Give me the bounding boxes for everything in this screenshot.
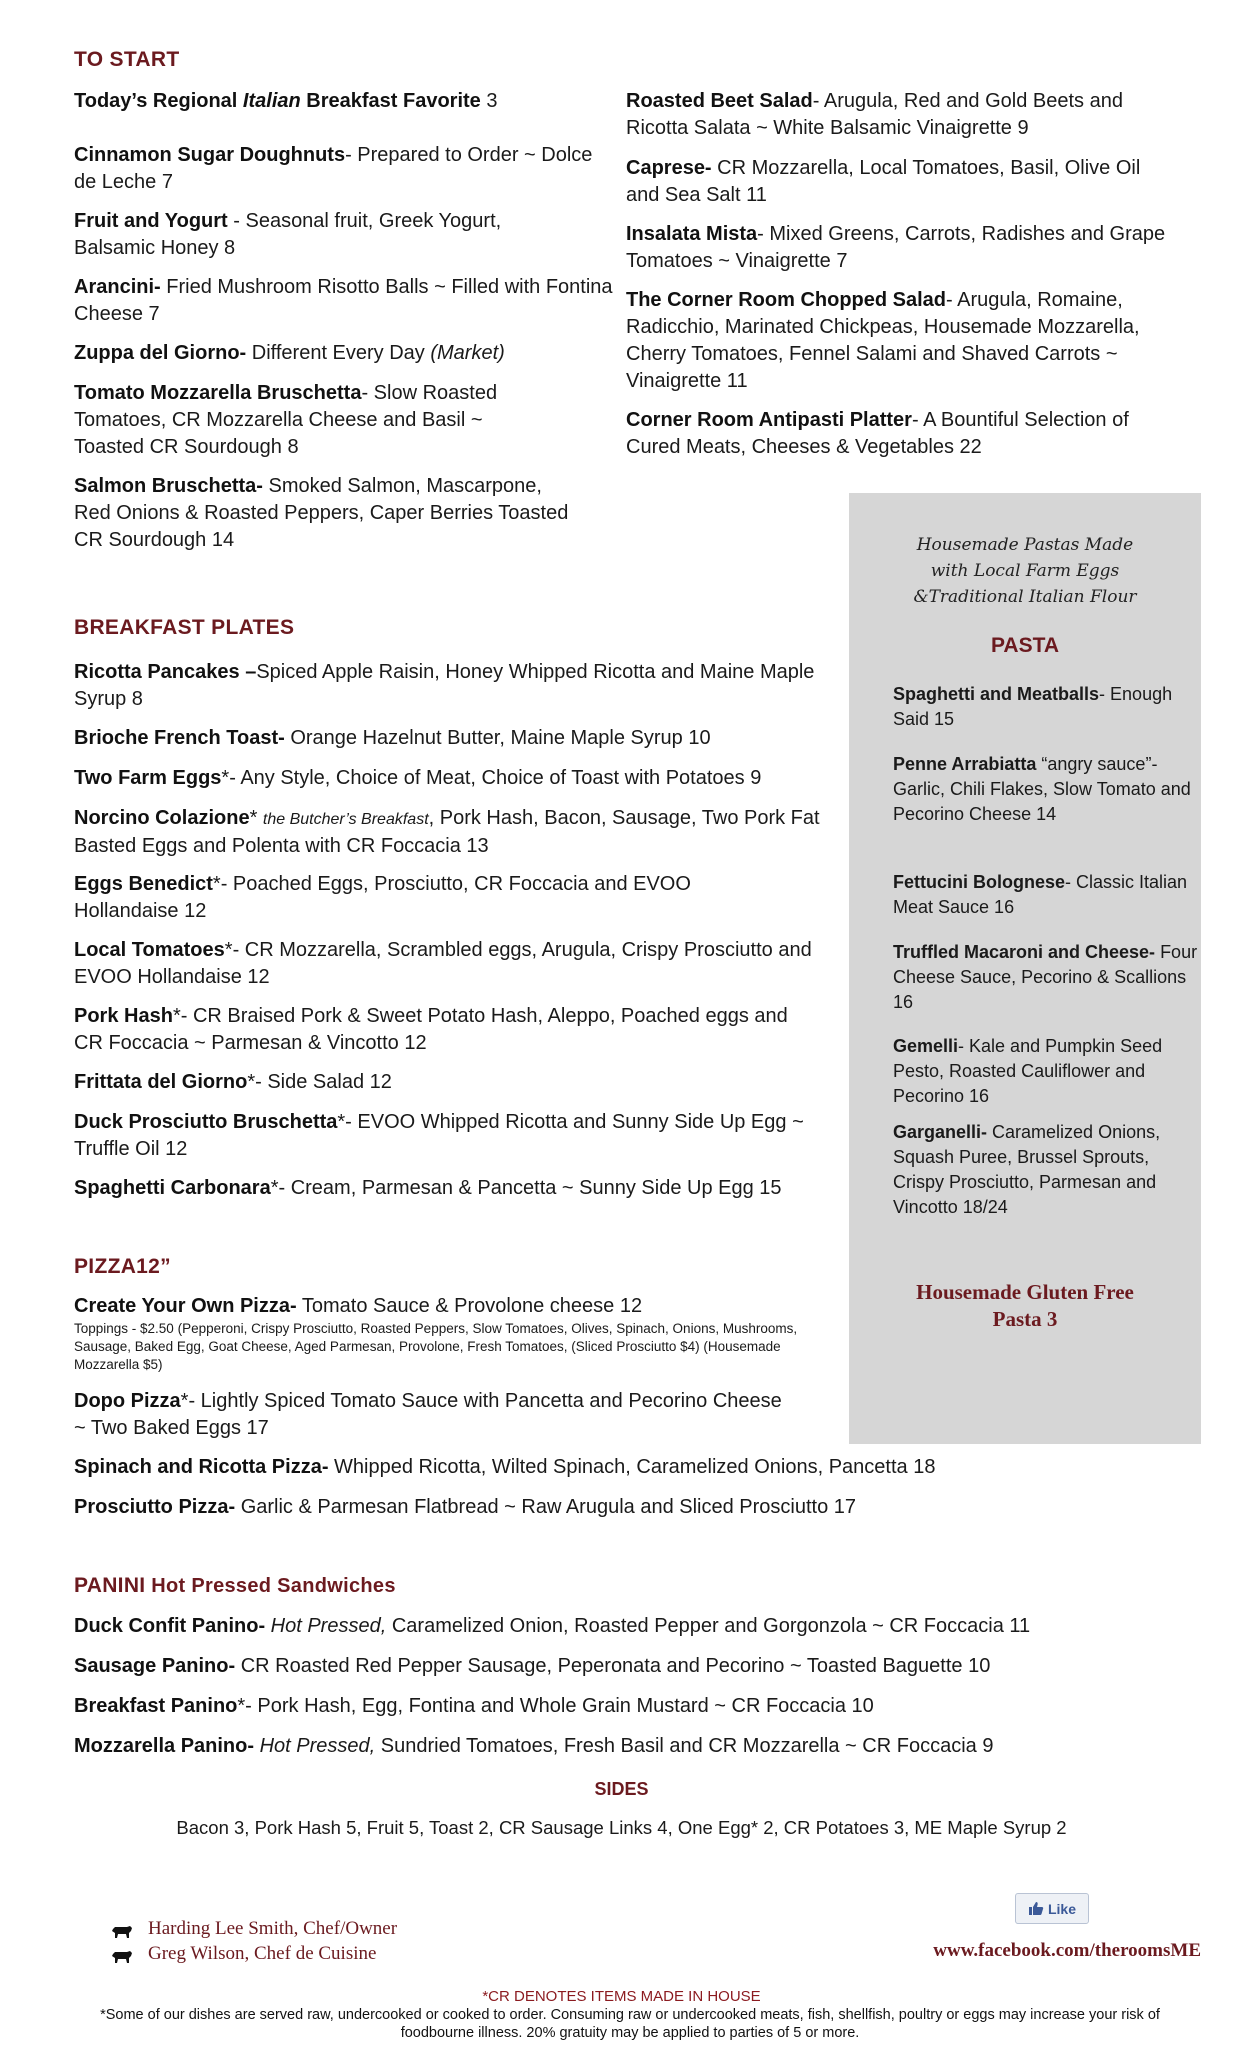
- item-desc: - Arugula, Romaine, Radicchio, Marinated Chickpeas, Housemade Mozzarella, Cherry Tomatoes, Fennel Salami and Shaved Carrots ~ Vinaigrette 11: [626, 289, 1140, 392]
- item-name: Penne Arrabiatta: [893, 754, 1037, 774]
- item-name: Tomato Mozzarella Bruschetta: [74, 382, 362, 404]
- menu-item: [74, 765, 844, 792]
- disclaimer: *Some of our dishes are served raw, undercooked or cooked to order. Consuming raw or undercooked meats, fish, shellfish, poultry or eggs may increase your risk of foodbourne illness. 20% gratuity may be applied to parties of 5 or more.: [100, 2007, 1160, 2041]
- item-name: Sausage Panino-: [74, 1655, 236, 1677]
- item-desc: - A Bountiful Selection of Cured Meats, Cheeses & Vegetables 22: [626, 409, 1129, 458]
- menu-item: [74, 1693, 1204, 1720]
- item-desc: Orange Hazelnut Butter, Maine Maple Syrup 10: [284, 727, 711, 749]
- chef-owner: Harding Lee Smith, Chef/Owner: [148, 1918, 398, 1939]
- item-name: Frittata del Giorno: [74, 1071, 248, 1093]
- pasta-script-line-1: Housemade Pastas Made: [916, 535, 1134, 555]
- item-desc: Fried Mushroom Risotto Balls ~ Filled with Fontina Cheese 7: [74, 276, 613, 325]
- item-name: Gemelli: [893, 1036, 959, 1056]
- thumbs-up-icon: [1028, 1901, 1044, 1916]
- item-name: Create Your Own Pizza-: [74, 1295, 297, 1317]
- item-desc: *- Poached Eggs, Prosciutto, CR Foccacia and EVOO Hollandaise 12: [74, 873, 691, 922]
- item-name: Truffled Macaroni and Cheese-: [893, 942, 1156, 962]
- item-star: *: [249, 807, 263, 829]
- item-desc: Caramelized Onion, Roasted Pepper and Gorgonzola ~ CR Foccacia 11: [386, 1615, 1031, 1637]
- item-name: Mozzarella Panino-: [74, 1735, 255, 1757]
- item-desc: *- CR Braised Pork & Sweet Potato Hash, Aleppo, Poached eggs and CR Foccacia ~ Parmesan & Vincotto 12: [74, 1005, 788, 1054]
- item-name: Two Farm Eggs: [74, 767, 222, 789]
- item-desc: Whipped Ricotta, Wilted Spinach, Caramelized Onions, Pancetta 18: [328, 1456, 936, 1478]
- item-name: Spaghetti and Meatballs: [893, 684, 1100, 704]
- item-name: Dopo Pizza: [74, 1390, 181, 1412]
- item-desc: CR Roasted Red Pepper Sausage, Peperonata and Pecorino ~ Toasted Baguette 10: [235, 1655, 991, 1677]
- pasta-script-line-2: with Local Farm Eggs: [930, 561, 1120, 581]
- pasta-heading: PASTA: [990, 634, 1060, 657]
- item-desc: Spiced Apple Raisin, Honey Whipped Ricotta and Maine Maple Syrup 8: [74, 661, 815, 710]
- item-name: Eggs Benedict: [74, 873, 213, 895]
- item-desc: - Classic Italian Meat Sauce 16: [893, 872, 1188, 917]
- pasta-item: [893, 1034, 1198, 1109]
- item-name: Garganelli-: [893, 1122, 988, 1142]
- item-desc: - Mixed Greens, Carrots, Radishes and Grape Tomatoes ~ Vinaigrette 7: [626, 223, 1166, 272]
- item-desc: - Arugula, Red and Gold Beets and Ricotta Salata ~ White Balsamic Vinaigrette 9: [626, 90, 1123, 139]
- menu-item: [74, 1733, 1204, 1760]
- regional-italian: Italian: [242, 90, 301, 112]
- sides-list: Bacon 3, Pork Hash 5, Fruit 5, Toast 2, CR Sausage Links 4, One Egg* 2, CR Potatoes 3, ME Maple Syrup 2: [176, 1817, 1067, 1838]
- item-name: Cinnamon Sugar Doughnuts: [74, 144, 346, 166]
- menu-item: [626, 155, 1166, 209]
- item-desc: , Pork Hash, Bacon, Sausage, Two Pork Fat Basted Eggs and Polenta with CR Foccacia 13: [74, 807, 820, 857]
- item-name: Corner Room Antipasti Platter: [626, 409, 912, 431]
- item-note: Hot Pressed,: [254, 1735, 376, 1757]
- menu-item: [74, 208, 574, 262]
- cr-note: *CR DENOTES ITEMS MADE IN HOUSE: [482, 1988, 761, 2005]
- pasta-item: [893, 682, 1198, 732]
- item-desc: *- Side Salad 12: [247, 1071, 392, 1093]
- section-breakfast-heading: BREAKFAST PLATES: [74, 616, 295, 639]
- panini-title: PANINI: [74, 1574, 146, 1597]
- item-desc: Different Every Day: [246, 342, 431, 364]
- item-name: Fettucini Bolognese: [893, 872, 1066, 892]
- item-desc: *- Pork Hash, Egg, Fontina and Whole Grain Mustard ~ CR Foccacia 10: [237, 1695, 874, 1717]
- pasta-item: [893, 870, 1198, 920]
- panini-subtitle: Hot Pressed Sandwiches: [145, 1575, 396, 1597]
- menu-item: [74, 473, 584, 554]
- item-desc: Garlic & Parmesan Flatbread ~ Raw Arugula and Sliced Prosciutto 17: [235, 1496, 857, 1518]
- item-name: Local Tomatoes: [74, 939, 225, 961]
- pasta-item: [893, 752, 1198, 827]
- facebook-url[interactable]: www.facebook.com/theroomsME: [933, 1940, 1201, 1961]
- item-name: Fruit and Yogurt: [74, 210, 228, 232]
- facebook-like-button[interactable]: [1015, 1893, 1089, 1924]
- item-name: Prosciutto Pizza-: [74, 1496, 236, 1518]
- menu-item: [74, 1293, 844, 1320]
- item-name: Salmon Bruschetta-: [74, 475, 263, 497]
- regional-breakfast-item: [74, 88, 614, 115]
- item-desc: *- EVOO Whipped Ricotta and Sunny Side Up Egg ~ Truffle Oil 12: [74, 1111, 804, 1160]
- item-desc: - Seasonal fruit, Greek Yogurt, Balsamic Honey 8: [74, 210, 502, 259]
- pasta-item: [893, 1120, 1198, 1220]
- item-desc: CR Mozzarella, Local Tomatoes, Basil, Olive Oil and Sea Salt 11: [626, 157, 1141, 206]
- chef-de-cuisine: Greg Wilson, Chef de Cuisine: [148, 1943, 377, 1964]
- regional-name: Today’s Regional: [74, 90, 243, 112]
- item-desc: - Slow Roasted Tomatoes, CR Mozzarella Cheese and Basil ~ Toasted CR Sourdough 8: [74, 382, 498, 458]
- gluten-free-line-2: Pasta 3: [992, 1307, 1058, 1331]
- item-name: Ricotta Pancakes –: [74, 661, 257, 683]
- item-name: Duck Confit Panino-: [74, 1615, 266, 1637]
- menu-item: [74, 1175, 844, 1202]
- menu-item: [74, 725, 834, 752]
- menu-item: [74, 1069, 834, 1096]
- item-name: Spaghetti Carbonara: [74, 1177, 271, 1199]
- section-to-start-heading: TO START: [74, 48, 180, 71]
- item-note: Hot Pressed,: [265, 1615, 387, 1637]
- item-name: Caprese-: [626, 157, 712, 179]
- pizza-toppings: [74, 1320, 834, 1374]
- section-panini-heading: [74, 1574, 396, 1598]
- gluten-free-line-1: Housemade Gluten Free: [916, 1280, 1134, 1304]
- item-desc: Tomato Sauce & Provolone cheese 12: [296, 1295, 643, 1317]
- regional-name-end: Breakfast Favorite: [300, 90, 481, 112]
- menu-item: [74, 1613, 1204, 1640]
- menu-item: [74, 1653, 1204, 1680]
- item-name: Spinach and Ricotta Pizza-: [74, 1456, 329, 1478]
- item-note: (Market): [430, 342, 505, 364]
- menu-item: [74, 871, 774, 925]
- item-name: Pork Hash: [74, 1005, 173, 1027]
- menu-item: [74, 1494, 1194, 1521]
- menu-item: [74, 380, 554, 461]
- item-desc: “angry sauce”- Garlic, Chili Flakes, Slow Tomato and Pecorino Cheese 14: [893, 754, 1191, 824]
- menu-item: [74, 274, 614, 328]
- pig-icon: [111, 1925, 133, 1939]
- item-name: Brioche French Toast-: [74, 727, 285, 749]
- menu-item: [74, 340, 634, 367]
- menu-item: [626, 287, 1166, 395]
- item-desc: Caramelized Onions, Squash Puree, Brussel Sprouts, Crispy Prosciutto, Parmesan and Vincotto 18/24: [893, 1122, 1161, 1217]
- sides-heading: SIDES: [594, 1779, 649, 1799]
- item-desc: - Enough Said 15: [893, 684, 1173, 729]
- like-label: Like: [1047, 1900, 1076, 1917]
- menu-item: [626, 221, 1166, 275]
- item-note: the Butcher’s Breakfast: [262, 811, 429, 828]
- item-desc: - Prepared to Order ~ Dolce de Leche 7: [74, 144, 593, 193]
- item-desc: - Kale and Pumpkin Seed Pesto, Roasted Cauliflower and Pecorino 16: [893, 1036, 1163, 1106]
- item-desc: Smoked Salmon, Mascarpone, Red Onions & Roasted Peppers, Caper Berries Toasted CR Sourdough 14: [74, 475, 569, 551]
- pasta-item: [893, 940, 1198, 1015]
- menu-item: [74, 142, 614, 196]
- menu-item: [74, 1003, 814, 1057]
- item-name: Breakfast Panino: [74, 1695, 238, 1717]
- item-desc: Four Cheese Sauce, Pecorino & Scallions 16: [893, 942, 1198, 1012]
- item-name: Roasted Beet Salad: [626, 90, 813, 112]
- pasta-script-line-3: &Traditional Italian Flour: [913, 587, 1137, 607]
- regional-price: 3: [480, 90, 498, 112]
- menu-item: [74, 1454, 1194, 1481]
- item-desc: *- Lightly Spiced Tomato Sauce with Pancetta and Pecorino Cheese ~ Two Baked Eggs 17: [74, 1390, 782, 1439]
- item-name: Zuppa del Giorno-: [74, 342, 247, 364]
- menu-item: [74, 1109, 814, 1163]
- item-name: The Corner Room Chopped Salad: [626, 289, 947, 311]
- item-name: Insalata Mista: [626, 223, 758, 245]
- menu-item: [74, 805, 834, 860]
- item-name: Norcino Colazione: [74, 807, 250, 829]
- item-desc: *- CR Mozzarella, Scrambled eggs, Arugula, Crispy Prosciutto and EVOO Hollandaise 12: [74, 939, 812, 988]
- menu-item: [74, 1388, 794, 1442]
- menu-item: [74, 937, 844, 991]
- item-desc: *- Cream, Parmesan & Pancetta ~ Sunny Side Up Egg 15: [270, 1177, 782, 1199]
- item-desc: *- Any Style, Choice of Meat, Choice of Toast with Potatoes 9: [221, 767, 762, 789]
- section-pizza-heading: PIZZA12”: [74, 1255, 171, 1278]
- toppings-text: Toppings - $2.50 (Pepperoni, Crispy Prosciutto, Roasted Peppers, Slow Tomatoes, Olives, Spinach, Onions, Mushrooms, Sausage, Baked Egg, Goat Cheese, Aged Parmesan, Provolone, Fresh Tomatoes, (Sliced Prosciutto $4) (Housemade Mozzarella $5): [74, 1321, 798, 1372]
- menu-item: [74, 659, 834, 713]
- item-name: Arancini-: [74, 276, 161, 298]
- pig-icon: [111, 1950, 133, 1964]
- item-desc: Sundried Tomatoes, Fresh Basil and CR Mozzarella ~ CR Foccacia 9: [375, 1735, 994, 1757]
- menu-item: [626, 407, 1166, 461]
- item-name: Duck Prosciutto Bruschetta: [74, 1111, 338, 1133]
- menu-item: [626, 88, 1166, 142]
